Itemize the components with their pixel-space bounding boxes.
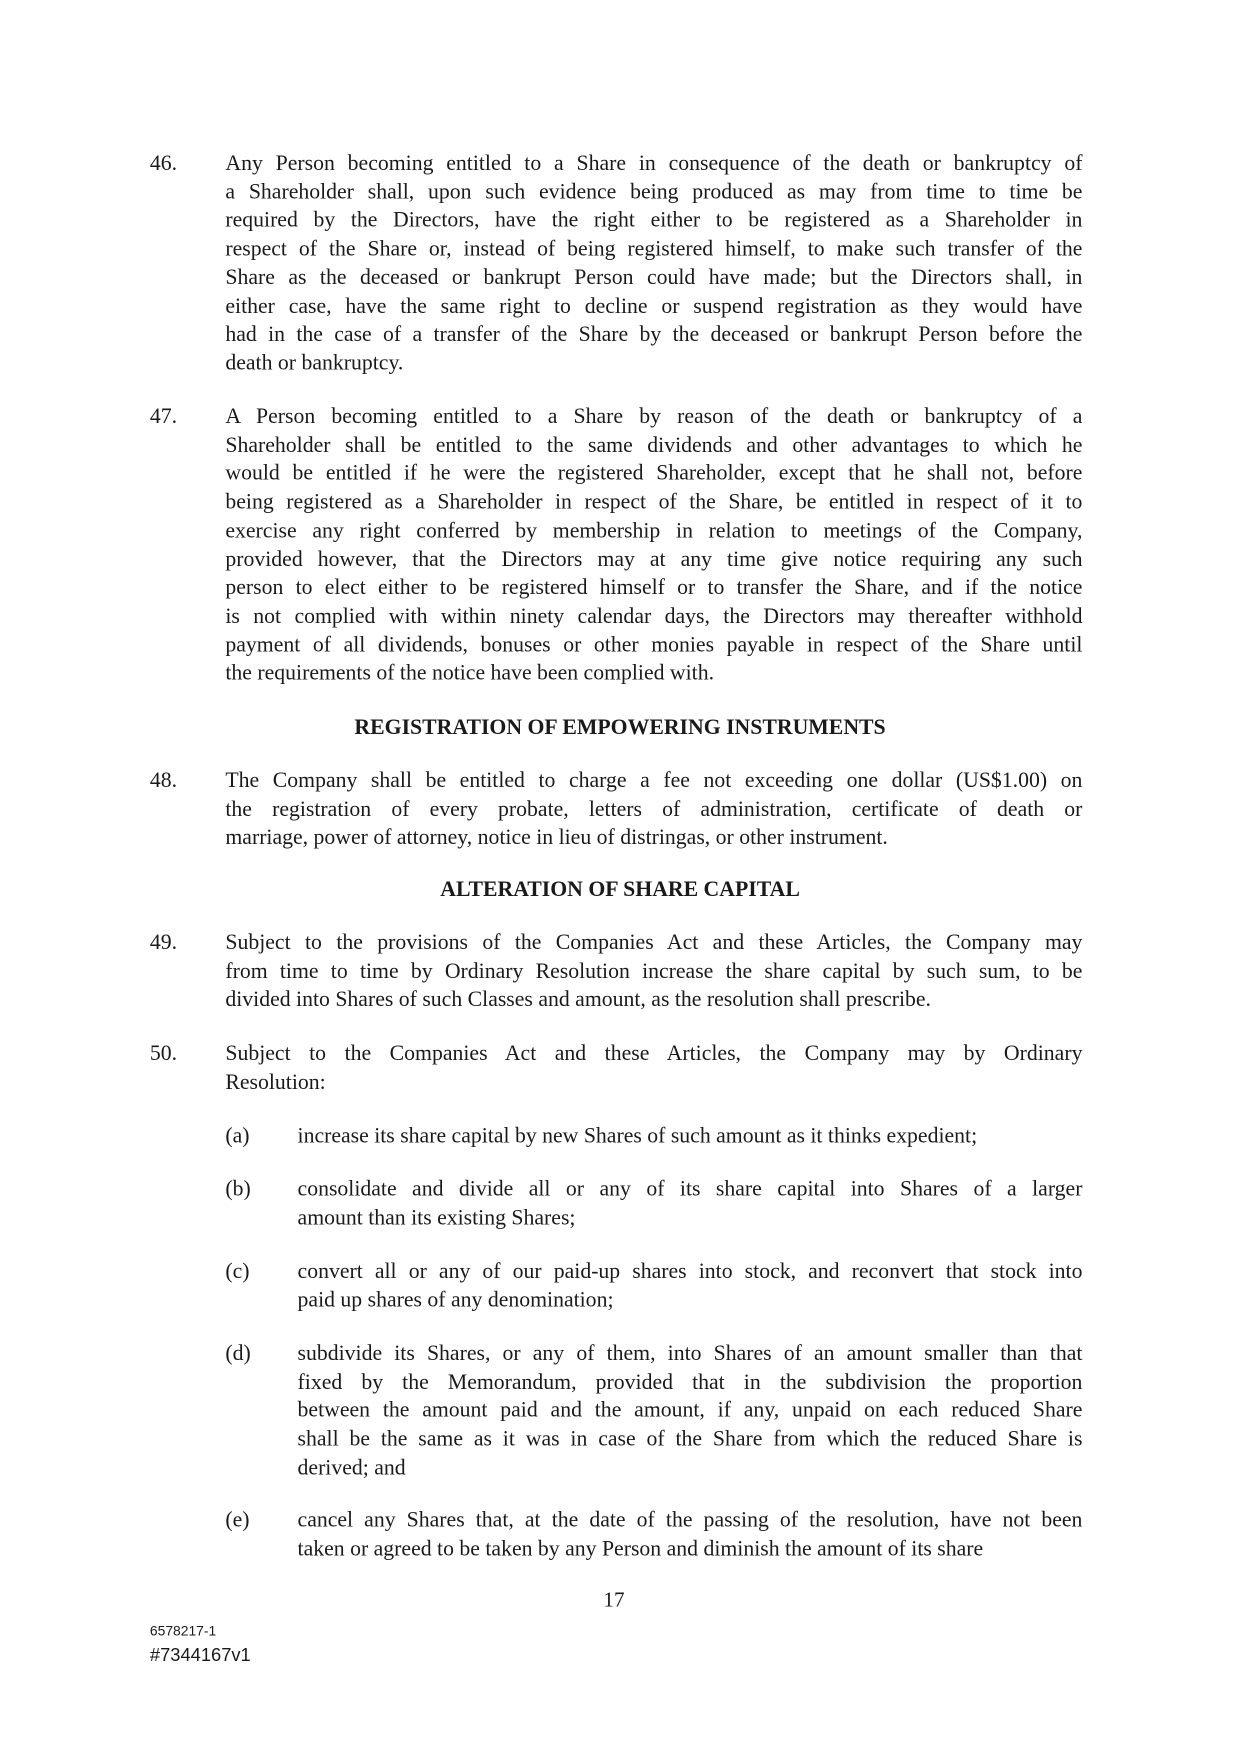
- text-line: payment of all dividends, bonuses or other monies payable in respect of the Share until: [225, 633, 1083, 658]
- text-line: shall be the same as it was in case of the Share from which the reduced Share is: [297, 1427, 1083, 1452]
- clause-number: 49.: [149, 931, 178, 955]
- clause-number: 47.: [149, 405, 178, 429]
- clause-number: 50.: [149, 1042, 178, 1066]
- text-line: taken or agreed to be taken by any Person and diminish the amount of its share: [297, 1537, 984, 1561]
- text-line: subdivide its Shares, or any of them, into Shares of an amount smaller than that: [297, 1342, 1083, 1366]
- document-id: #7344167v1: [149, 1645, 251, 1666]
- text-line: Shareholder shall be entitled to the same dividends and other advantages to which he: [225, 434, 1083, 458]
- text-line: a Shareholder shall, upon such evidence being produced as may from time to time be: [225, 180, 1083, 205]
- text-line: between the amount paid and the amount, if any, unpaid on each reduced Share: [297, 1398, 1083, 1423]
- text-line: from time to time by Ordinary Resolution increase the share capital by such sum, to be: [225, 960, 1083, 984]
- text-line: being registered as a Shareholder in respect of the Share, be entitled in respect of it to: [225, 490, 1083, 515]
- text-line: respect of the Share or, instead of being registered himself, to make such transfer of the: [225, 237, 1083, 261]
- section-heading: REGISTRATION OF EMPOWERING INSTRUMENTS: [354, 716, 886, 740]
- text-line: fixed by the Memorandum, provided that in the subdivision the proportion: [297, 1371, 1083, 1395]
- text-line: Subject to the Companies Act and these Articles, the Company may by Ordinary: [225, 1042, 1083, 1066]
- text-line: provided however, that the Directors may at any time give notice requiring any such: [225, 548, 1083, 572]
- text-line: person to elect either to be registered himself or to transfer the Share, and if the notice: [225, 576, 1083, 600]
- subclause-letter: (a): [225, 1124, 250, 1148]
- text-line: paid up shares of any denomination;: [297, 1288, 614, 1313]
- text-line: A Person becoming entitled to a Share by reason of the death or bankruptcy of a: [225, 405, 1083, 429]
- text-line: increase its share capital by new Shares of such amount as it thinks expedient;: [297, 1124, 978, 1148]
- text-line: the registration of every probate, letters of administration, certificate of death or: [225, 798, 1083, 822]
- page-number: 17: [603, 1588, 625, 1613]
- text-line: consolidate and divide all or any of its share capital into Shares of a larger: [297, 1177, 1083, 1202]
- text-line: Share as the deceased or bankrupt Person could have made; but the Directors shall, in: [225, 266, 1083, 290]
- clause-number: 46.: [149, 152, 178, 176]
- text-line: required by the Directors, have the right either to be registered as a Shareholder in: [225, 208, 1083, 233]
- subclause-letter: (c): [225, 1260, 250, 1284]
- text-line: Any Person becoming entitled to a Share in consequence of the death or bankruptcy of: [225, 152, 1083, 176]
- subclause-letter: (b): [225, 1177, 251, 1202]
- text-line: convert all or any of our paid-up shares into stock, and reconvert that stock into: [297, 1260, 1083, 1284]
- text-line: derived; and: [297, 1456, 406, 1480]
- text-line: is not complied with within ninety calendar days, the Directors may thereafter withhold: [225, 605, 1083, 629]
- text-line: The Company shall be entitled to charge a fee not exceeding one dollar (US$1.00) on: [225, 769, 1083, 793]
- text-line: marriage, power of attorney, notice in lieu of distringas, or other instrument.: [225, 825, 888, 850]
- text-line: divided into Shares of such Classes and amount, as the resolution shall prescribe.: [225, 988, 932, 1012]
- clause-number: 48.: [149, 769, 178, 793]
- text-line: had in the case of a transfer of the Share by the deceased or bankrupt Person before the: [225, 323, 1083, 347]
- text-line: exercise any right conferred by membership in relation to meetings of the Company,: [225, 519, 1083, 543]
- text-line: Subject to the provisions of the Companies Act and these Articles, the Company may: [225, 931, 1083, 955]
- text-line: either case, have the same right to decline or suspend registration as they would have: [225, 295, 1083, 319]
- text-line: death or bankruptcy.: [225, 351, 404, 376]
- subclause-letter: (e): [225, 1508, 250, 1533]
- subclause-letter: (d): [225, 1342, 251, 1366]
- document-reference: 6578217-1: [149, 1623, 217, 1639]
- section-heading: ALTERATION OF SHARE CAPITAL: [440, 878, 800, 902]
- text-line: Resolution:: [225, 1071, 326, 1095]
- text-line: amount than its existing Shares;: [297, 1206, 576, 1231]
- text-line: cancel any Shares that, at the date of the passing of the resolution, have not been: [297, 1508, 1083, 1533]
- text-line: would be entitled if he were the registered Shareholder, except that he shall not, before: [225, 461, 1083, 486]
- text-line: the requirements of the notice have been complied with.: [225, 661, 715, 685]
